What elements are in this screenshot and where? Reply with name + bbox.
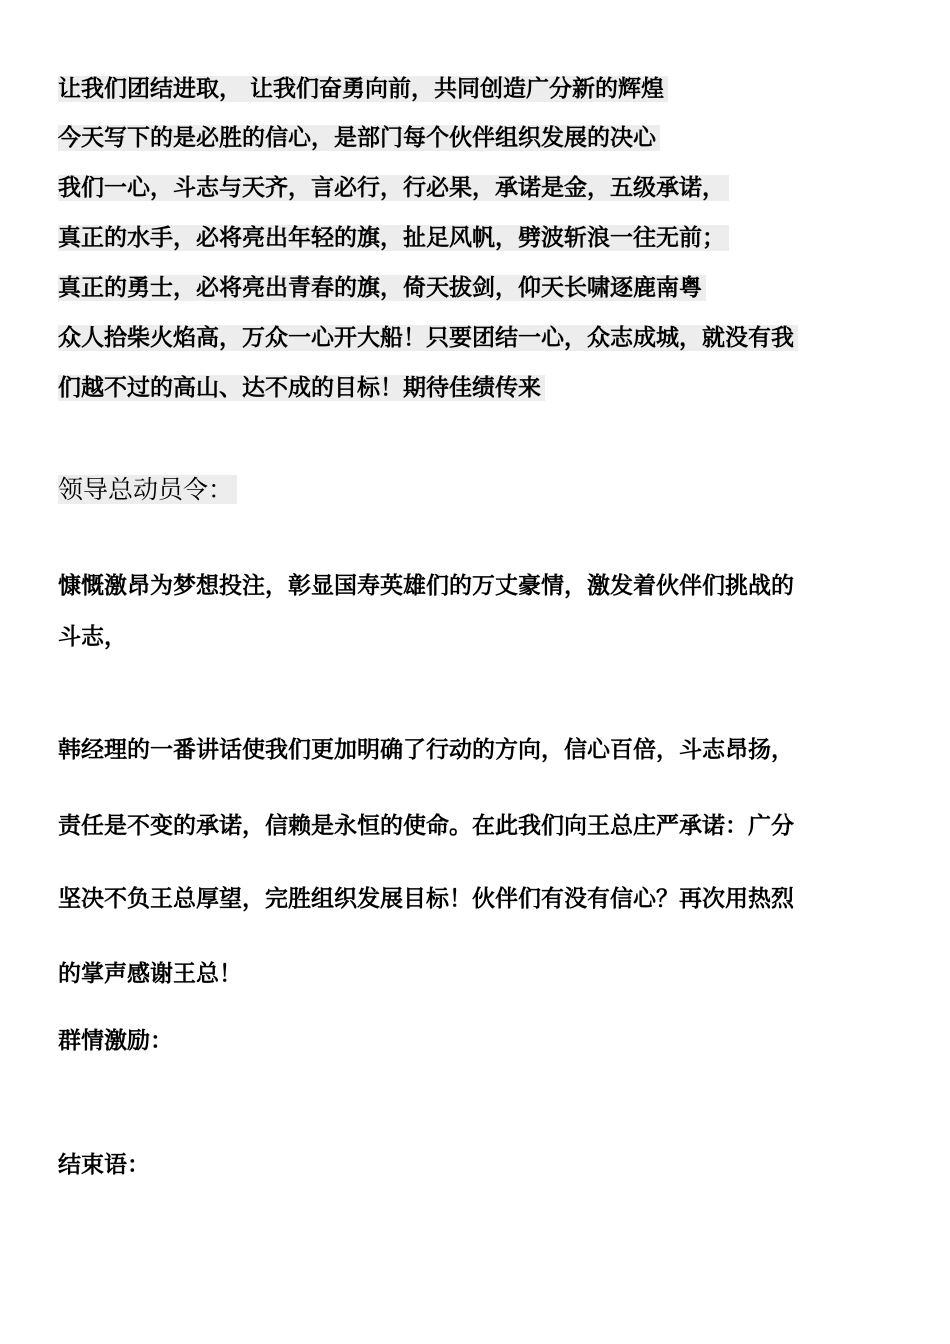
leader-paragraph-line-2: 斗志，: [58, 624, 127, 650]
leader-paragraph-line-1: 慷慨激昂为梦想投注，彰显国寿英雄们的万丈豪情，激发着伙伴们挑战的: [58, 573, 794, 599]
manager-paragraph-line-4: 的掌声感谢王总！: [58, 961, 242, 987]
intro-line-3: 我们一心，斗志与天齐，言必行，行必果，承诺是金，五级承诺，: [58, 171, 729, 205]
intro-line-2: 今天写下的是必胜的信心，是部门每个伙伴组织发展的决心: [58, 121, 660, 155]
intro-line-6: 众人拾柴火焰高，万众一心开大船！只要团结一心，众志成城，就没有我: [58, 321, 798, 355]
leader-heading: 领导总动员令：: [58, 472, 237, 508]
manager-paragraph-line-2: 责任是不变的承诺，信赖是永恒的使命。在此我们向王总庄严承诺：广分: [58, 813, 794, 839]
intro-line-4: 真正的水手，必将亮出年轻的旗，扯足风帆，劈波斩浪一往无前；: [58, 221, 729, 255]
closing-heading: 结束语：: [58, 1152, 150, 1178]
intro-line-1: 让我们团结进取， 让我们奋勇向前，共同创造广分新的辉煌: [58, 72, 668, 106]
manager-paragraph-line-3: 坚决不负王总厚望，完胜组织发展目标！伙伴们有没有信心？再次用热烈: [58, 886, 794, 912]
intro-line-5: 真正的勇士，必将亮出青春的旗，倚天拔剑，仰天长啸逐鹿南粤: [58, 271, 706, 305]
manager-paragraph-line-1: 韩经理的一番讲话使我们更加明确了行动的方向，信心百倍，斗志昂扬，: [58, 737, 794, 763]
intro-line-7: 们越不过的高山、达不成的目标！期待佳绩传来: [58, 371, 545, 405]
crowd-heading: 群情激励：: [58, 1028, 173, 1054]
